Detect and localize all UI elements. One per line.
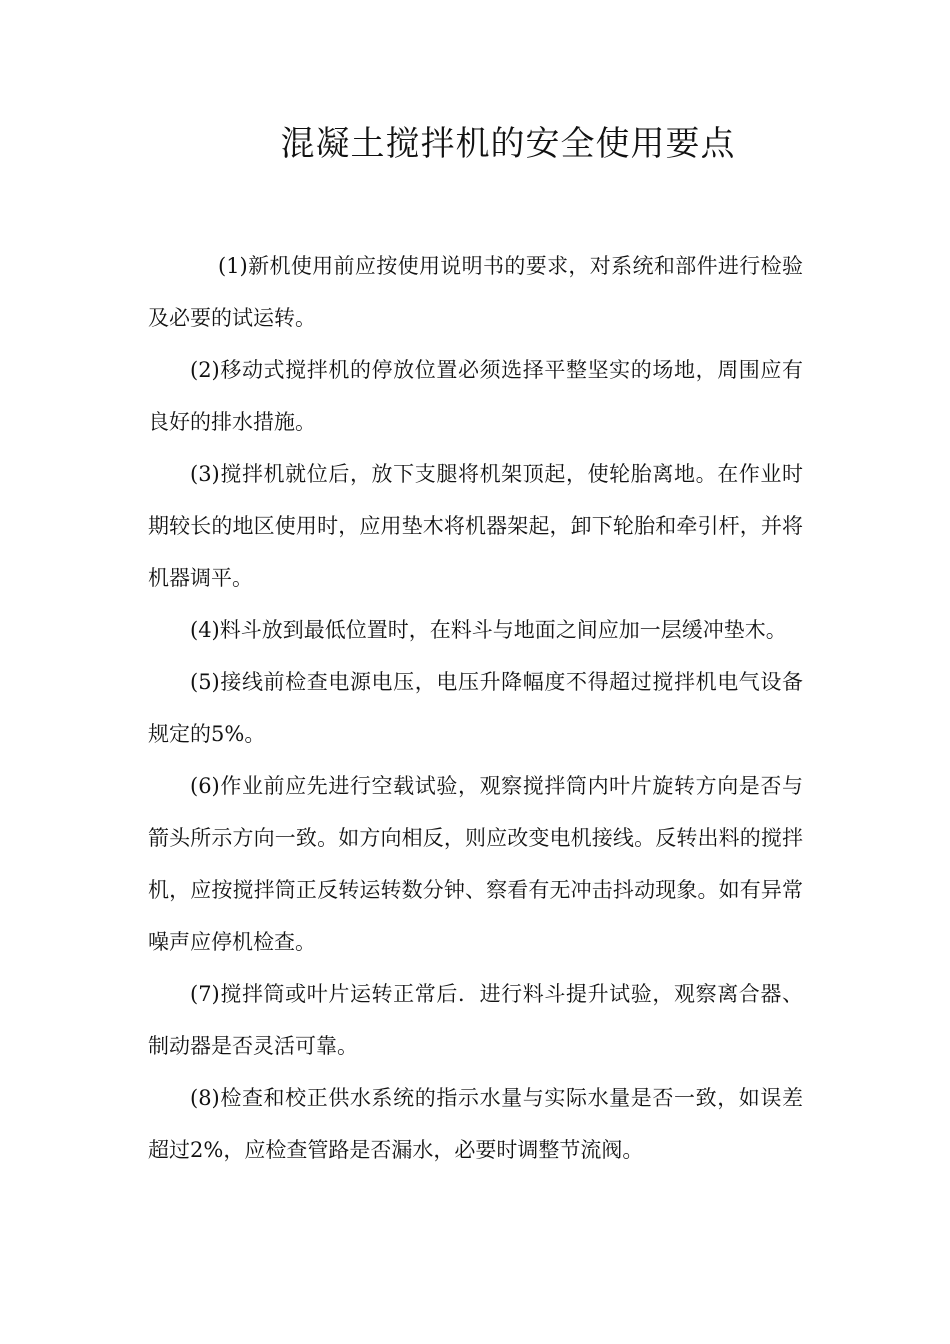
- paragraph-1: (1)新机使用前应按使用说明书的要求，对系统和部件进行检验及必要的试运转。: [148, 254, 803, 330]
- paragraph-4: (4)料斗放到最低位置时，在料斗与地面之间应加一层缓冲垫木。: [190, 618, 787, 642]
- paragraph-2: (2)移动式搅拌机的停放位置必须选择平整坚实的场地，周围应有良好的排水措施。: [148, 358, 803, 434]
- paragraph-6: (6)作业前应先进行空载试验，观察搅拌筒内叶片旋转方向是否与箭头所示方向一致。如方向相反，则应改变电机接线。反转出料的搅拌机，应按搅拌筒正反转运转数分钟、察看有无冲击抖动现象。如有异常噪声应停机检查。: [148, 774, 803, 954]
- paragraph-5: (5)接线前检查电源电压，电压升降幅度不得超过搅拌机电气设备规定的5%。: [148, 670, 803, 746]
- paragraph-3: (3)搅拌机就位后，放下支腿将机架顶起，使轮胎离地。在作业时期较长的地区使用时，应用垫木将机器架起，卸下轮胎和牵引杆，并将机器调平。: [148, 462, 803, 590]
- document-body: [148, 240, 803, 1176]
- paragraph-8: (8)检查和校正供水系统的指示水量与实际水量是否一致，如误差超过2%，应检查管路是否漏水，必要时调整节流阀。: [148, 1086, 803, 1162]
- document-title: 混凝土搅拌机的安全使用要点: [280, 124, 736, 164]
- paragraph-7: (7)搅拌筒或叶片运转正常后．进行料斗提升试验，观察离合器、制动器是否灵活可靠。: [148, 982, 803, 1058]
